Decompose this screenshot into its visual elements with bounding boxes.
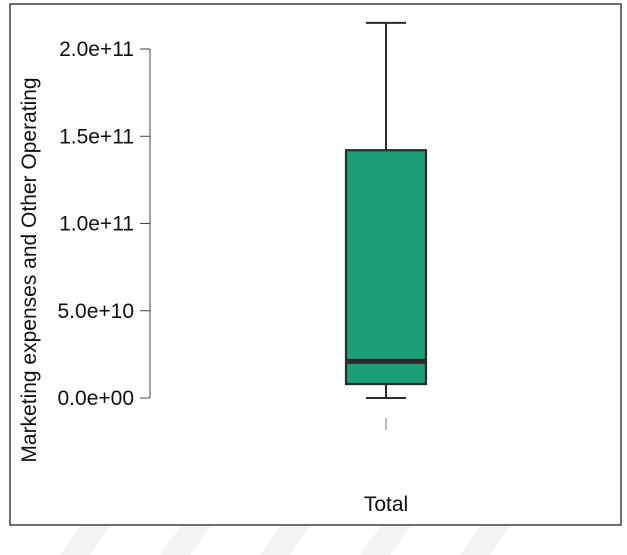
y-tick-label: 0.0e+00 — [57, 387, 134, 410]
x-category-label: Total — [363, 493, 409, 516]
y-tick-label: 1.0e+11 — [59, 212, 134, 236]
x-category-labels — [364, 493, 408, 516]
plot-frame — [10, 4, 621, 525]
y-tick-label: 2.0e+11 — [59, 38, 134, 61]
iqr-box — [346, 150, 426, 384]
y-axis-label: Marketing expenses and Other Operating — [18, 77, 41, 463]
y-tick-label: 1.5e+11 — [59, 125, 134, 149]
y-tick-label: 5.0e+10 — [57, 299, 134, 323]
